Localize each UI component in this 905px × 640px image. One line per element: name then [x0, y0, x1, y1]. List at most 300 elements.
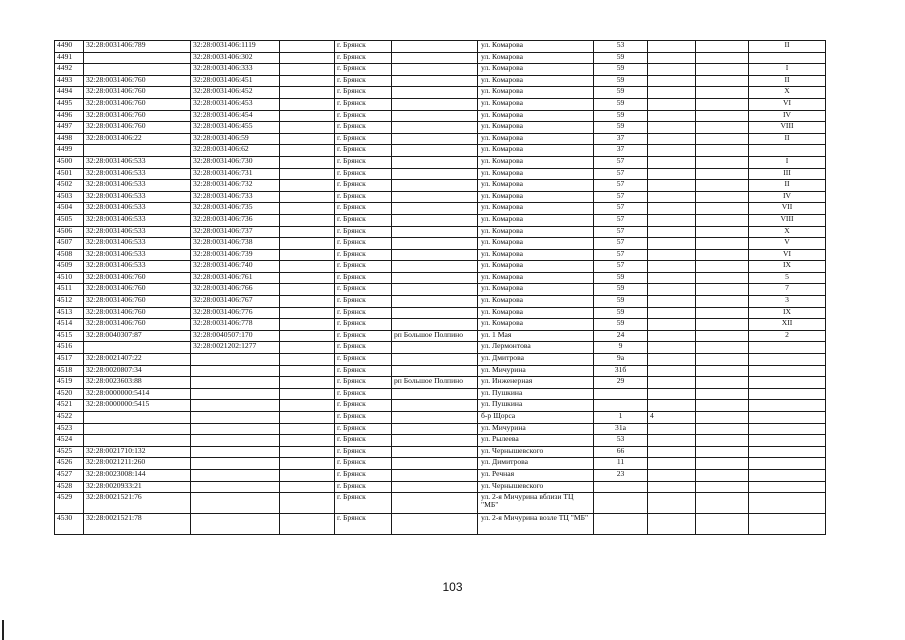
table-row	[55, 342, 826, 354]
cell-city: г. Брянск	[335, 98, 392, 110]
cell-building	[648, 342, 696, 354]
cell-object-cadastral-number: 32:28:0021202:1277	[191, 342, 280, 354]
cell-apartment	[696, 133, 749, 145]
cell-row-number: 4511	[55, 284, 84, 296]
cell-apartment	[696, 249, 749, 261]
cell-house: 57	[594, 168, 648, 180]
table-row	[55, 307, 826, 319]
cell-building	[648, 180, 696, 192]
cell-street: ул. Комарова	[478, 284, 594, 296]
cell-object-cadastral-number: 32:28:0031406:739	[191, 249, 280, 261]
table-row	[55, 41, 826, 53]
cell-settlement	[392, 388, 478, 400]
cell-building	[648, 52, 696, 64]
cell-city: г. Брянск	[335, 319, 392, 331]
cell-settlement	[392, 458, 478, 470]
cell-city: г. Брянск	[335, 272, 392, 284]
cell-building	[648, 481, 696, 493]
cell-object-cadastral-number	[191, 458, 280, 470]
cell-row-number: 4530	[55, 514, 84, 535]
cell-row-number: 4518	[55, 365, 84, 377]
cell-apartment	[696, 191, 749, 203]
cell-building	[648, 41, 696, 53]
cell-house	[594, 481, 648, 493]
cell-street: ул. Лермонтова	[478, 342, 594, 354]
table-row	[55, 75, 826, 87]
cell-house: 57	[594, 156, 648, 168]
cell-extra	[280, 272, 335, 284]
cell-extra	[280, 261, 335, 273]
cell-extra	[280, 423, 335, 435]
cell-row-number: 4516	[55, 342, 84, 354]
table-row	[55, 330, 826, 342]
cell-row-number: 4509	[55, 261, 84, 273]
cell-street: ул. Комарова	[478, 261, 594, 273]
cell-object-cadastral-number: 32:28:0031406:59	[191, 133, 280, 145]
table-row	[55, 423, 826, 435]
cell-apartment	[696, 64, 749, 76]
cell-row-number: 4510	[55, 272, 84, 284]
cell-house: 57	[594, 249, 648, 261]
cell-house: 23	[594, 469, 648, 481]
cell-city: г. Брянск	[335, 435, 392, 447]
cell-apartment	[696, 388, 749, 400]
cell-apartment	[696, 168, 749, 180]
cell-extra	[280, 110, 335, 122]
cell-cadastral-number	[84, 423, 191, 435]
cell-street: ул. Комарова	[478, 75, 594, 87]
cell-house: 59	[594, 75, 648, 87]
cell-house: 57	[594, 238, 648, 250]
cell-settlement	[392, 481, 478, 493]
cell-house	[594, 514, 648, 535]
cell-extra	[280, 354, 335, 366]
cell-object-cadastral-number	[191, 400, 280, 412]
cell-city: г. Брянск	[335, 423, 392, 435]
cell-cadastral-number: 32:28:0040307:87	[84, 330, 191, 342]
cell-settlement	[392, 319, 478, 331]
cell-street: ул. Комарова	[478, 296, 594, 308]
cell-building	[648, 365, 696, 377]
cell-settlement	[392, 122, 478, 134]
cell-street: ул. 2-я Мичурина возле ТЦ "МБ"	[478, 514, 594, 535]
cell-house: 59	[594, 64, 648, 76]
cell-apartment	[696, 319, 749, 331]
cell-premises: II	[749, 133, 826, 145]
cell-row-number: 4520	[55, 388, 84, 400]
cell-house: 31а	[594, 423, 648, 435]
cell-premises: II	[749, 180, 826, 192]
cell-house: 59	[594, 122, 648, 134]
cell-house: 9а	[594, 354, 648, 366]
table-row	[55, 493, 826, 514]
cell-city: г. Брянск	[335, 238, 392, 250]
cell-street: ул. Комарова	[478, 64, 594, 76]
table-row	[55, 296, 826, 308]
cell-building	[648, 493, 696, 514]
cell-apartment	[696, 110, 749, 122]
cell-settlement	[392, 133, 478, 145]
cell-extra	[280, 180, 335, 192]
cell-row-number: 4515	[55, 330, 84, 342]
table-row	[55, 64, 826, 76]
cell-premises: VI	[749, 249, 826, 261]
cell-extra	[280, 214, 335, 226]
cell-settlement	[392, 110, 478, 122]
cell-row-number: 4521	[55, 400, 84, 412]
table-row	[55, 203, 826, 215]
cell-premises	[749, 354, 826, 366]
cell-extra	[280, 122, 335, 134]
cell-street: ул. Комарова	[478, 203, 594, 215]
cell-cadastral-number: 32:28:0031406:533	[84, 226, 191, 238]
cell-object-cadastral-number: 32:28:0031406:761	[191, 272, 280, 284]
cell-row-number: 4497	[55, 122, 84, 134]
cell-premises: VI	[749, 98, 826, 110]
cell-house: 57	[594, 261, 648, 273]
registry-table	[54, 40, 826, 535]
cell-object-cadastral-number	[191, 493, 280, 514]
cell-city: г. Брянск	[335, 168, 392, 180]
cell-row-number: 4512	[55, 296, 84, 308]
cell-object-cadastral-number	[191, 365, 280, 377]
cell-object-cadastral-number: 32:28:0031406:767	[191, 296, 280, 308]
cell-apartment	[696, 435, 749, 447]
cell-premises	[749, 52, 826, 64]
cell-extra	[280, 133, 335, 145]
cell-building	[648, 156, 696, 168]
cell-row-number: 4490	[55, 41, 84, 53]
cell-street: ул. Комарова	[478, 272, 594, 284]
cell-extra	[280, 249, 335, 261]
cell-object-cadastral-number: 32:28:0031406:333	[191, 64, 280, 76]
cell-settlement	[392, 87, 478, 99]
cell-row-number: 4529	[55, 493, 84, 514]
cell-row-number: 4501	[55, 168, 84, 180]
cell-premises	[749, 388, 826, 400]
cell-building	[648, 514, 696, 535]
cell-object-cadastral-number: 32:28:0031406:732	[191, 180, 280, 192]
cell-apartment	[696, 307, 749, 319]
cell-premises	[749, 435, 826, 447]
cell-settlement: рп Большое Полпино	[392, 377, 478, 389]
cell-object-cadastral-number	[191, 514, 280, 535]
cell-street: ул. Мичурина	[478, 365, 594, 377]
cell-building	[648, 330, 696, 342]
cell-extra	[280, 284, 335, 296]
cell-row-number: 4527	[55, 469, 84, 481]
cell-house: 53	[594, 435, 648, 447]
cell-extra	[280, 458, 335, 470]
cell-house: 59	[594, 272, 648, 284]
cell-premises: X	[749, 87, 826, 99]
cell-street: ул. Комарова	[478, 52, 594, 64]
cell-building	[648, 446, 696, 458]
cell-object-cadastral-number: 32:28:0031406:455	[191, 122, 280, 134]
cell-house: 59	[594, 52, 648, 64]
cell-settlement	[392, 52, 478, 64]
cell-building	[648, 214, 696, 226]
cell-street: ул. Комарова	[478, 249, 594, 261]
cell-street: ул. Рылеева	[478, 435, 594, 447]
cell-apartment	[696, 261, 749, 273]
cell-extra	[280, 412, 335, 424]
cell-house: 57	[594, 203, 648, 215]
cell-settlement	[392, 226, 478, 238]
cell-city: г. Брянск	[335, 342, 392, 354]
cell-street: ул. 2-я Мичурина вблизи ТЦ "МБ"	[478, 493, 594, 514]
cell-object-cadastral-number	[191, 423, 280, 435]
cell-premises: I	[749, 156, 826, 168]
cell-city: г. Брянск	[335, 133, 392, 145]
cell-settlement	[392, 98, 478, 110]
cell-object-cadastral-number: 32:28:0031406:451	[191, 75, 280, 87]
cell-city: г. Брянск	[335, 249, 392, 261]
cell-house	[594, 388, 648, 400]
cell-apartment	[696, 156, 749, 168]
cell-city: г. Брянск	[335, 214, 392, 226]
cell-object-cadastral-number	[191, 469, 280, 481]
cell-cadastral-number: 32:28:0021521:76	[84, 493, 191, 514]
cell-building	[648, 469, 696, 481]
cell-settlement	[392, 64, 478, 76]
cell-house: 57	[594, 191, 648, 203]
cell-object-cadastral-number	[191, 354, 280, 366]
cell-building	[648, 191, 696, 203]
cell-settlement	[392, 156, 478, 168]
cell-apartment	[696, 214, 749, 226]
cell-cadastral-number	[84, 145, 191, 157]
cell-extra	[280, 493, 335, 514]
cell-street: ул. Комарова	[478, 238, 594, 250]
table-row	[55, 272, 826, 284]
cell-house: 59	[594, 98, 648, 110]
cell-premises: XII	[749, 319, 826, 331]
cell-street: ул. Комарова	[478, 156, 594, 168]
cell-city: г. Брянск	[335, 226, 392, 238]
cell-city: г. Брянск	[335, 307, 392, 319]
cell-premises: IX	[749, 307, 826, 319]
cell-street: ул. Комарова	[478, 145, 594, 157]
cell-premises: II	[749, 75, 826, 87]
cell-settlement	[392, 180, 478, 192]
cell-settlement	[392, 296, 478, 308]
cell-premises	[749, 514, 826, 535]
cell-city: г. Брянск	[335, 87, 392, 99]
cell-row-number: 4519	[55, 377, 84, 389]
cell-city: г. Брянск	[335, 156, 392, 168]
cell-cadastral-number: 32:28:0031406:533	[84, 156, 191, 168]
cell-building	[648, 110, 696, 122]
cell-settlement	[392, 238, 478, 250]
cell-cadastral-number: 32:28:0031406:760	[84, 319, 191, 331]
cell-settlement	[392, 261, 478, 273]
cell-extra	[280, 87, 335, 99]
cell-city: г. Брянск	[335, 191, 392, 203]
cell-cadastral-number: 32:28:0031406:760	[84, 272, 191, 284]
cell-premises: V	[749, 238, 826, 250]
cell-premises: VII	[749, 203, 826, 215]
cell-premises	[749, 458, 826, 470]
cell-building	[648, 64, 696, 76]
cell-settlement	[392, 307, 478, 319]
cell-street: ул. Инженерная	[478, 377, 594, 389]
cell-cadastral-number: 32:28:0020933:21	[84, 481, 191, 493]
cell-apartment	[696, 238, 749, 250]
cell-object-cadastral-number	[191, 388, 280, 400]
cell-city: г. Брянск	[335, 400, 392, 412]
cell-building	[648, 423, 696, 435]
cell-house: 59	[594, 87, 648, 99]
cell-city: г. Брянск	[335, 354, 392, 366]
cell-settlement	[392, 435, 478, 447]
table-row	[55, 319, 826, 331]
cell-extra	[280, 191, 335, 203]
cell-apartment	[696, 481, 749, 493]
cell-premises: I	[749, 64, 826, 76]
cell-house: 59	[594, 307, 648, 319]
cell-premises	[749, 423, 826, 435]
cell-row-number: 4526	[55, 458, 84, 470]
cell-apartment	[696, 342, 749, 354]
cell-premises: 3	[749, 296, 826, 308]
page-number: 103	[442, 580, 463, 594]
cell-street: ул. Комарова	[478, 191, 594, 203]
table-row	[55, 87, 826, 99]
cell-settlement	[392, 412, 478, 424]
cell-cadastral-number: 32:28:0031406:760	[84, 98, 191, 110]
cell-apartment	[696, 226, 749, 238]
table-row	[55, 238, 826, 250]
cell-street: ул. Комарова	[478, 214, 594, 226]
cell-cadastral-number: 32:28:0031406:760	[84, 296, 191, 308]
cell-street: ул. Комарова	[478, 98, 594, 110]
table-row	[55, 458, 826, 470]
cell-building	[648, 75, 696, 87]
cell-settlement	[392, 249, 478, 261]
cell-settlement	[392, 342, 478, 354]
cell-cadastral-number: 32:28:0031406:533	[84, 168, 191, 180]
cell-apartment	[696, 272, 749, 284]
cell-cadastral-number	[84, 64, 191, 76]
cell-apartment	[696, 469, 749, 481]
cell-row-number: 4517	[55, 354, 84, 366]
cell-apartment	[696, 122, 749, 134]
cell-apartment	[696, 330, 749, 342]
cell-row-number: 4492	[55, 64, 84, 76]
cell-premises	[749, 493, 826, 514]
cell-street: ул. Димитрова	[478, 458, 594, 470]
cell-building	[648, 354, 696, 366]
cell-building	[648, 249, 696, 261]
table-row	[55, 52, 826, 64]
cell-object-cadastral-number: 32:28:0040507:170	[191, 330, 280, 342]
cell-building	[648, 307, 696, 319]
cell-cadastral-number: 32:28:0023603:88	[84, 377, 191, 389]
cell-extra	[280, 377, 335, 389]
cell-city: г. Брянск	[335, 110, 392, 122]
cell-premises	[749, 446, 826, 458]
cell-extra	[280, 296, 335, 308]
cell-extra	[280, 446, 335, 458]
cell-street: ул. Комарова	[478, 226, 594, 238]
cell-building	[648, 87, 696, 99]
cell-extra	[280, 64, 335, 76]
table-row	[55, 481, 826, 493]
cell-object-cadastral-number: 32:28:0031406:731	[191, 168, 280, 180]
cell-extra	[280, 145, 335, 157]
cell-cadastral-number: 32:28:0031406:760	[84, 110, 191, 122]
cell-cadastral-number: 32:28:0031406:533	[84, 261, 191, 273]
cell-building	[648, 388, 696, 400]
cell-apartment	[696, 41, 749, 53]
scan-edge-mark	[2, 620, 4, 640]
cell-street: ул. 1 Мая	[478, 330, 594, 342]
table-row	[55, 514, 826, 535]
cell-object-cadastral-number	[191, 377, 280, 389]
cell-object-cadastral-number: 32:28:0031406:766	[191, 284, 280, 296]
cell-extra	[280, 365, 335, 377]
cell-premises: IX	[749, 261, 826, 273]
cell-apartment	[696, 145, 749, 157]
cell-settlement	[392, 493, 478, 514]
table-row	[55, 412, 826, 424]
cell-city: г. Брянск	[335, 330, 392, 342]
cell-row-number: 4505	[55, 214, 84, 226]
cell-extra	[280, 481, 335, 493]
cell-extra	[280, 203, 335, 215]
cell-object-cadastral-number: 32:28:0031406:735	[191, 203, 280, 215]
cell-city: г. Брянск	[335, 261, 392, 273]
cell-row-number: 4491	[55, 52, 84, 64]
table-row	[55, 400, 826, 412]
cell-premises	[749, 145, 826, 157]
cell-city: г. Брянск	[335, 412, 392, 424]
cell-settlement	[392, 203, 478, 215]
cell-apartment	[696, 87, 749, 99]
cell-object-cadastral-number	[191, 481, 280, 493]
cell-premises	[749, 400, 826, 412]
cell-object-cadastral-number	[191, 446, 280, 458]
cell-city: г. Брянск	[335, 458, 392, 470]
cell-extra	[280, 342, 335, 354]
cell-apartment	[696, 514, 749, 535]
table-row	[55, 354, 826, 366]
cell-object-cadastral-number: 32:28:0031406:302	[191, 52, 280, 64]
cell-building	[648, 226, 696, 238]
cell-house: 57	[594, 214, 648, 226]
cell-building	[648, 168, 696, 180]
cell-row-number: 4493	[55, 75, 84, 87]
cell-premises	[749, 469, 826, 481]
cell-apartment	[696, 458, 749, 470]
cell-house: 57	[594, 226, 648, 238]
cell-extra	[280, 319, 335, 331]
cell-building	[648, 238, 696, 250]
cell-object-cadastral-number: 32:28:0031406:738	[191, 238, 280, 250]
cell-street: ул. Дмитрова	[478, 354, 594, 366]
table-row	[55, 122, 826, 134]
cell-street: ул. Пушкина	[478, 388, 594, 400]
cell-settlement	[392, 365, 478, 377]
cell-house	[594, 400, 648, 412]
cell-extra	[280, 435, 335, 447]
cell-object-cadastral-number: 32:28:0031406:740	[191, 261, 280, 273]
cell-apartment	[696, 377, 749, 389]
cell-cadastral-number	[84, 435, 191, 447]
cell-settlement	[392, 514, 478, 535]
cell-cadastral-number: 32:28:0000000:5414	[84, 388, 191, 400]
